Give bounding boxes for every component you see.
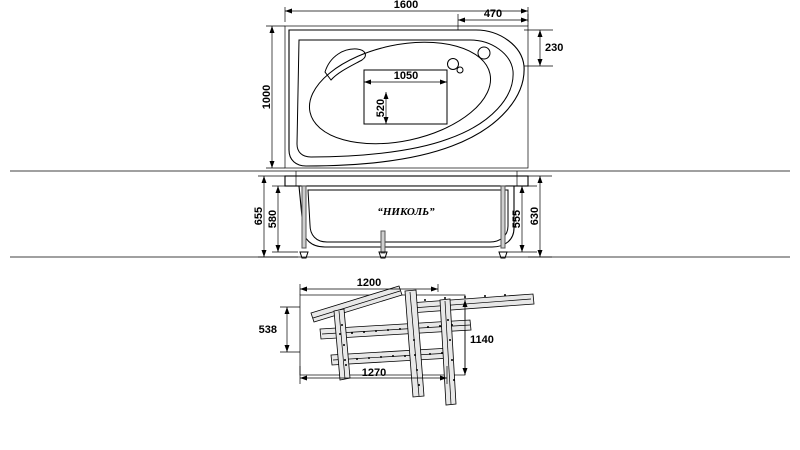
top-view [261, 0, 563, 168]
rail-diagonal-upper [409, 294, 534, 313]
dim-label-655: 655 [253, 206, 265, 226]
dim-offset-top [524, 30, 563, 66]
leg-right [501, 186, 505, 248]
dim-label-1050: 1050 [393, 70, 419, 82]
dim-label-1200: 1200 [356, 277, 382, 289]
leg-left [302, 186, 306, 248]
frame-view [259, 277, 534, 405]
dim-diagonal [463, 300, 494, 375]
dim-label-1000: 1000 [261, 84, 273, 110]
bathtub-outline [289, 30, 524, 166]
dim-body-height [528, 176, 552, 257]
dim-left-height [259, 307, 300, 352]
dim-label-1270: 1270 [361, 367, 387, 379]
dim-label-1140: 1140 [470, 334, 494, 346]
dim-label-470: 470 [483, 8, 503, 20]
bathtub-rim-slab [285, 176, 528, 186]
leg-center [381, 231, 385, 253]
dim-label-230: 230 [545, 42, 564, 54]
dim-top-rail [300, 277, 438, 295]
dim-label-1600: 1600 [393, 0, 419, 11]
dim-overall-depth [261, 26, 285, 168]
brand-label: “НИКОЛЬ” [377, 206, 435, 218]
dim-leg-height [267, 186, 298, 252]
rail-diagonal-left [311, 286, 402, 322]
dim-label-580: 580 [267, 209, 279, 229]
dim-label-520: 520 [375, 98, 387, 118]
dim-label-630: 630 [529, 206, 541, 226]
dim-label-538: 538 [258, 324, 277, 336]
dim-label-555: 555 [511, 209, 523, 229]
front-view [10, 171, 790, 258]
